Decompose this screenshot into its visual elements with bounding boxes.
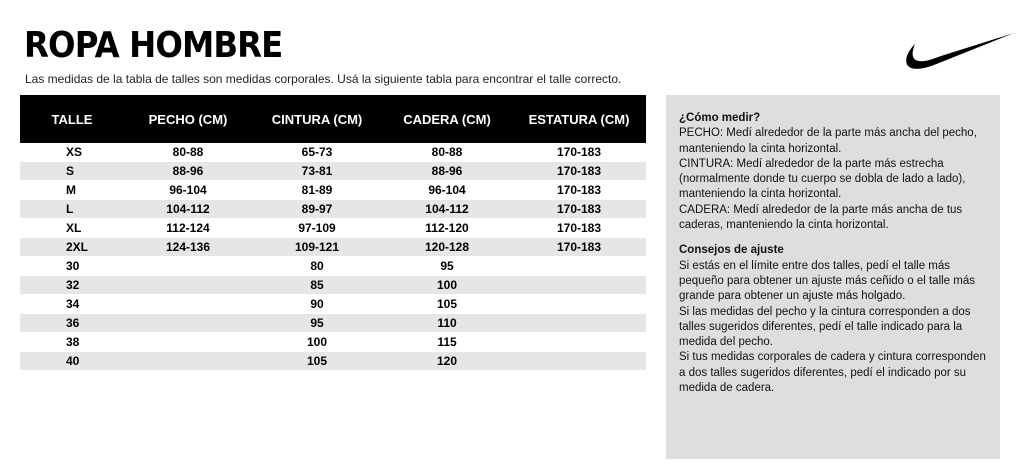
- measurement-info-panel: [666, 95, 1000, 459]
- table-row: [20, 295, 646, 314]
- cell-cintura: 90: [252, 295, 382, 314]
- cell-cadera: 104-112: [382, 200, 512, 219]
- cell-cintura: 73-81: [252, 162, 382, 181]
- header-talle: TALLE: [20, 95, 124, 143]
- cell-pecho: [124, 295, 252, 314]
- cell-pecho: 112-124: [124, 219, 252, 238]
- page-subtitle: Las medidas de la tabla de talles son medidas corporales. Usá la siguiente tabla para encontrar el talle correcto.: [25, 72, 622, 86]
- cell-cadera: 115: [382, 333, 512, 352]
- fit-tips-heading: Consejos de ajuste: [679, 244, 784, 257]
- cell-talle: 38: [20, 333, 124, 352]
- cell-pecho: [124, 276, 252, 295]
- header-cadera: CADERA (CM): [382, 95, 512, 143]
- cell-estatura: [512, 352, 646, 371]
- cell-estatura: 170-183: [512, 143, 646, 162]
- cell-talle: 36: [20, 314, 124, 333]
- cell-cintura: 85: [252, 276, 382, 295]
- cell-estatura: 170-183: [512, 238, 646, 257]
- cell-pecho: [124, 257, 252, 276]
- cell-estatura: 170-183: [512, 200, 646, 219]
- cell-cintura: 81-89: [252, 181, 382, 200]
- cell-cadera: 88-96: [382, 162, 512, 181]
- cell-pecho: 80-88: [124, 143, 252, 162]
- fit-tip-text: Si las medidas del pecho y la cintura corresponden a dos talles sugeridos diferentes, pedí el talle indicado para la medida del pecho.: [679, 305, 971, 349]
- cell-cintura: 105: [252, 352, 382, 371]
- measure-chest-text: PECHO: Medí alrededor de la parte más ancha del pecho, manteniendo la cinta horizontal.: [679, 127, 977, 155]
- cell-talle: 30: [20, 257, 124, 276]
- table-row: [20, 162, 646, 181]
- table-row: [20, 276, 646, 295]
- cell-pecho: [124, 352, 252, 371]
- cell-talle: 40: [20, 352, 124, 371]
- cell-estatura: [512, 276, 646, 295]
- cell-pecho: 124-136: [124, 238, 252, 257]
- cell-pecho: 104-112: [124, 200, 252, 219]
- cell-cadera: 95: [382, 257, 512, 276]
- cell-cintura: 89-97: [252, 200, 382, 219]
- header-cintura: CINTURA (CM): [252, 95, 382, 143]
- cell-estatura: [512, 257, 646, 276]
- cell-estatura: [512, 314, 646, 333]
- cell-talle: XL: [20, 219, 124, 238]
- cell-cadera: 105: [382, 295, 512, 314]
- table-row: [20, 352, 646, 371]
- cell-estatura: [512, 333, 646, 352]
- cell-cadera: 96-104: [382, 181, 512, 200]
- cell-pecho: 96-104: [124, 181, 252, 200]
- fit-tip-text: Si tus medidas corporales de cadera y cintura corresponden a dos talles sugeridos diferentes, pedí el indicado por su medida de cadera.: [679, 351, 986, 395]
- cell-pecho: [124, 333, 252, 352]
- cell-cintura: 100: [252, 333, 382, 352]
- table-row: [20, 143, 646, 162]
- cell-estatura: [512, 295, 646, 314]
- cell-talle: S: [20, 162, 124, 181]
- cell-cintura: 65-73: [252, 143, 382, 162]
- cell-estatura: 170-183: [512, 162, 646, 181]
- cell-talle: 2XL: [20, 238, 124, 257]
- cell-cintura: 109-121: [252, 238, 382, 257]
- page-title: ROPA HOMBRE: [24, 25, 283, 66]
- cell-talle: M: [20, 181, 124, 200]
- measure-waist-text: CINTURA: Medí alrededor de la parte más estrecha (normalmente donde tu cuerpo se dobla de lado a lado), manteniendo la cinta horizontal.: [679, 157, 966, 201]
- cell-cintura: 95: [252, 314, 382, 333]
- cell-cadera: 80-88: [382, 143, 512, 162]
- table-row: [20, 257, 646, 276]
- cell-talle: L: [20, 200, 124, 219]
- cell-estatura: 170-183: [512, 181, 646, 200]
- table-row: [20, 314, 646, 333]
- swoosh-logo-icon: [903, 30, 1015, 74]
- cell-cintura: 80: [252, 257, 382, 276]
- cell-cintura: 97-109: [252, 219, 382, 238]
- size-table: [20, 95, 646, 371]
- table-row: [20, 238, 646, 257]
- table-row: [20, 333, 646, 352]
- measure-hip-text: CADERA: Medí alrededor de la parte más ancha de tus caderas, manteniendo la cinta horizontal.: [679, 203, 963, 232]
- fit-tip-text: Si estás en el límite entre dos talles, pedí el talle más pequeño para obtener un ajuste más ceñido o el talle más grande para obtener un ajuste más holgado.: [679, 259, 976, 303]
- cell-cadera: 112-120: [382, 219, 512, 238]
- cell-talle: 34: [20, 295, 124, 314]
- cell-talle: 32: [20, 276, 124, 295]
- cell-pecho: [124, 314, 252, 333]
- table-row: [20, 219, 646, 238]
- cell-estatura: 170-183: [512, 219, 646, 238]
- cell-cadera: 110: [382, 314, 512, 333]
- cell-cadera: 120: [382, 352, 512, 371]
- table-header-row: [20, 95, 646, 143]
- how-to-measure-heading: ¿Cómo medir?: [679, 112, 761, 124]
- cell-cadera: 100: [382, 276, 512, 295]
- header-estatura: ESTATURA (CM): [512, 95, 646, 143]
- cell-cadera: 120-128: [382, 238, 512, 257]
- table-row: [20, 181, 646, 200]
- header-pecho: PECHO (CM): [124, 95, 252, 143]
- table-row: [20, 200, 646, 219]
- cell-pecho: 88-96: [124, 162, 252, 181]
- cell-talle: XS: [20, 143, 124, 162]
